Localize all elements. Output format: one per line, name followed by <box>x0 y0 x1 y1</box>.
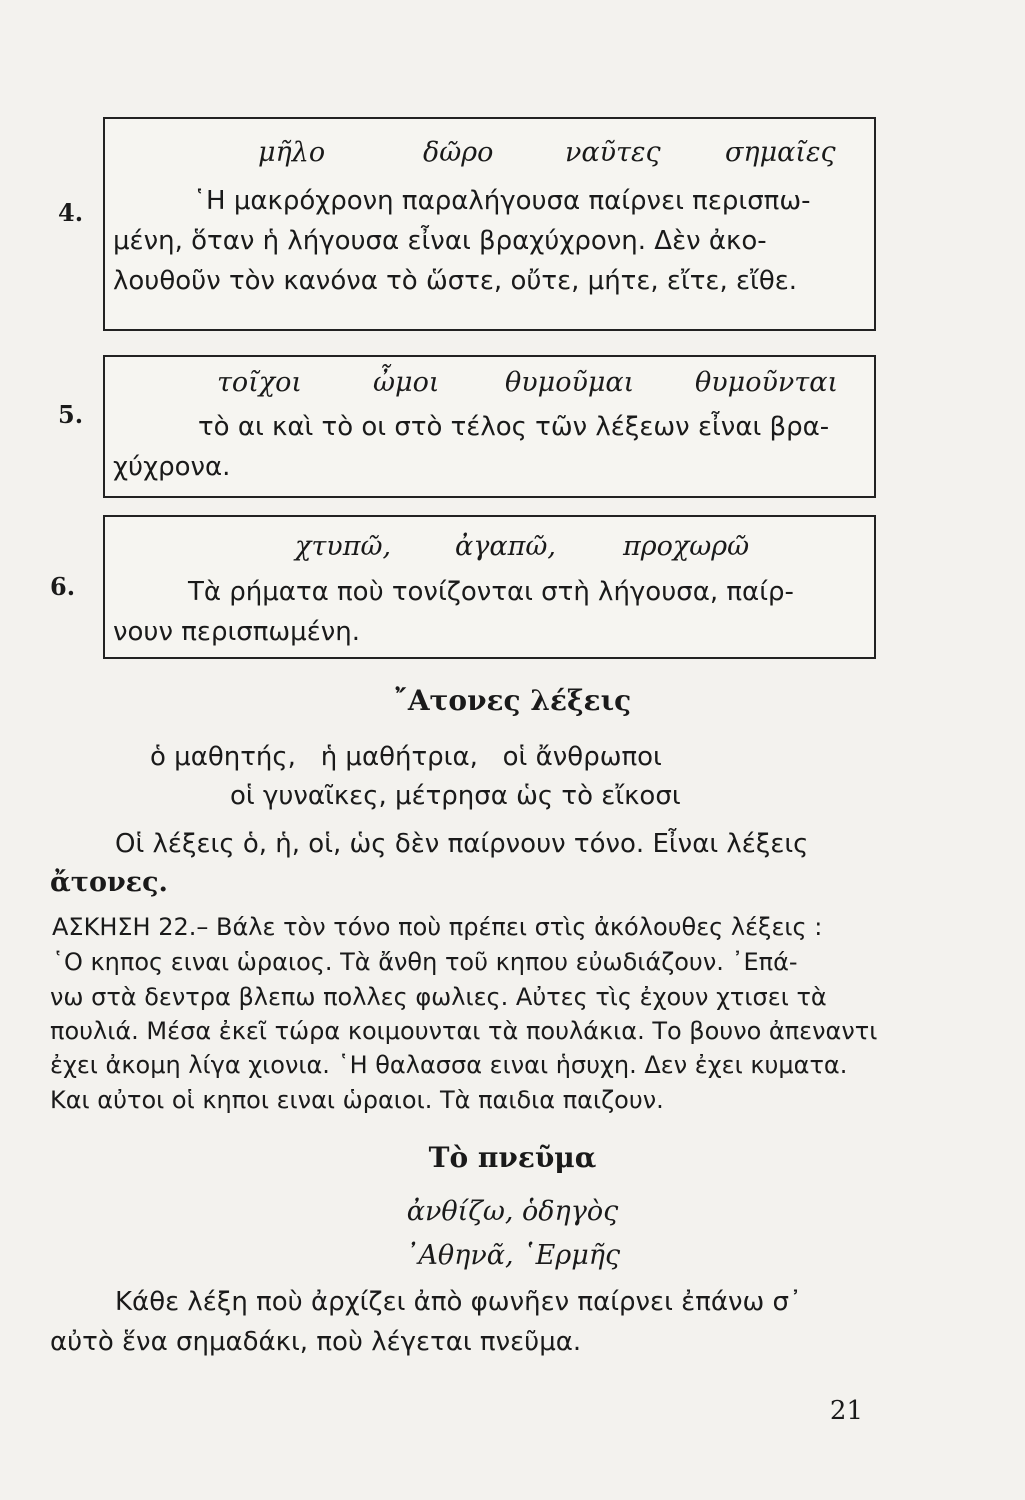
rule-6-number: 6. <box>50 572 76 601</box>
example-word: σημαῖες <box>725 137 836 168</box>
example-word: δῶρο <box>423 137 494 168</box>
rule-4-box <box>103 117 876 331</box>
exercise-line: ἐχει ἀκομη λίγα χιονια. ῾Η θαλασσα ειναι ἡσυχη. Δεν ἐχει κυματα. <box>50 1051 848 1079</box>
rule-5-box <box>103 355 876 498</box>
page-number: 21 <box>829 1396 863 1426</box>
example-word: τοῖχοι <box>217 367 302 398</box>
rule-5-text <box>113 407 865 487</box>
pneuma-heading: Τὸ πνεῦμα <box>428 1141 597 1174</box>
rule-text-line: μένη, ὅταν ἡ λήγουσα εἶναι βραχύχρονη. Δὲν ἀκο- <box>113 226 767 256</box>
exercise-line: Και αὐτοι οἱ κηποι ειναι ὡραιοι. Τὰ παιδια παιζουν. <box>50 1086 664 1114</box>
rule-text-line: τὸ αι καὶ τὸ οι στὸ τέλος τῶν λέξεων εἶναι βρα- <box>198 412 830 442</box>
atones-example-line-1: ὁ μαθητής, ἡ μαθήτρια, οἱ ἄνθρωποι <box>150 742 662 772</box>
example-word: χτυπῶ, <box>295 531 392 562</box>
rule-5-number: 5. <box>58 400 84 429</box>
rule-6-box <box>103 515 876 659</box>
pneuma-text-line-1: Κάθε λέξη ποὺ ἀρχίζει ἀπὸ φωνῆεν παίρνει ἐπάνω σ᾿ <box>115 1287 803 1317</box>
example-word: θυμοῦμαι <box>505 367 635 398</box>
rule-text-line: χύχρονα. <box>113 452 231 482</box>
pneuma-text-line-2: αὐτὸ ἕνα σημαδάκι, ποὺ λέγεται πνεῦμα. <box>50 1327 582 1357</box>
exercise-line: νω στὰ δεντρα βλεπω πολλες φωλιες. Αὐτες τὶς ἐχουν χτισει τὰ <box>50 983 827 1011</box>
rule-text-line: ῾Η μακρόχρονη παραλήγουσα παίρνει περισπω- <box>193 186 811 216</box>
rule-4-number: 4. <box>58 198 84 227</box>
example-word: ὦμοι <box>373 367 440 398</box>
example-word: μῆλο <box>258 137 326 168</box>
example-word: ἀγαπῶ, <box>455 531 556 562</box>
rule-text-line: Τὰ ρήματα ποὺ τονίζονται στὴ λήγουσα, παίρ- <box>188 577 794 607</box>
exercise-title: ΑΣΚΗΣΗ 22.– Βάλε τὸν τόνο ποὺ πρέπει στὶς ἀκόλουθες λέξεις : <box>52 913 823 941</box>
pneuma-example-line-2: ᾿Αθηνᾶ, ῾Ερμῆς <box>404 1240 621 1271</box>
exercise-line: πουλιά. Μέσα ἐκεῖ τώρα κοιμουνται τὰ πουλάκια. Το βουνο ἀπεναντι <box>50 1017 878 1045</box>
example-word: ναῦτες <box>565 137 661 168</box>
atones-text-line-1: Οἱ λέξεις ὁ, ἡ, οἱ, ὡς δὲν παίρνουν τόνο. Εἶναι λέξεις <box>115 829 809 859</box>
rule-6-text <box>113 572 865 652</box>
rule-6-examples <box>105 531 874 567</box>
rule-5-examples <box>105 367 874 403</box>
pneuma-example-line-1: ἀνθίζω, ὁδηγὸς <box>406 1196 619 1227</box>
rule-4-text <box>113 181 865 301</box>
exercise-line: ῾Ο κηπος ειναι ὡραιος. Τὰ ἄνθη τοῦ κηπου εὐωδιάζουν. ᾿Επά- <box>52 948 798 976</box>
atones-heading: ῎Ατονες λέξεις <box>393 684 632 717</box>
rule-4-examples <box>105 137 874 173</box>
example-word: θυμοῦνται <box>695 367 839 398</box>
atones-example-line-2: οἱ γυναῖκες, μέτρησα ὡς τὸ εἴκοσι <box>230 781 681 811</box>
rule-text-line: λουθοῦν τὸν κανόνα τὸ ὥστε, οὔτε, μήτε, εἴτε, εἴθε. <box>113 266 798 296</box>
rule-text-line: νουν περισπωμένη. <box>113 617 361 647</box>
atones-text-line-2: ἄτονες. <box>50 867 168 898</box>
example-word: προχωρῶ <box>623 531 750 562</box>
